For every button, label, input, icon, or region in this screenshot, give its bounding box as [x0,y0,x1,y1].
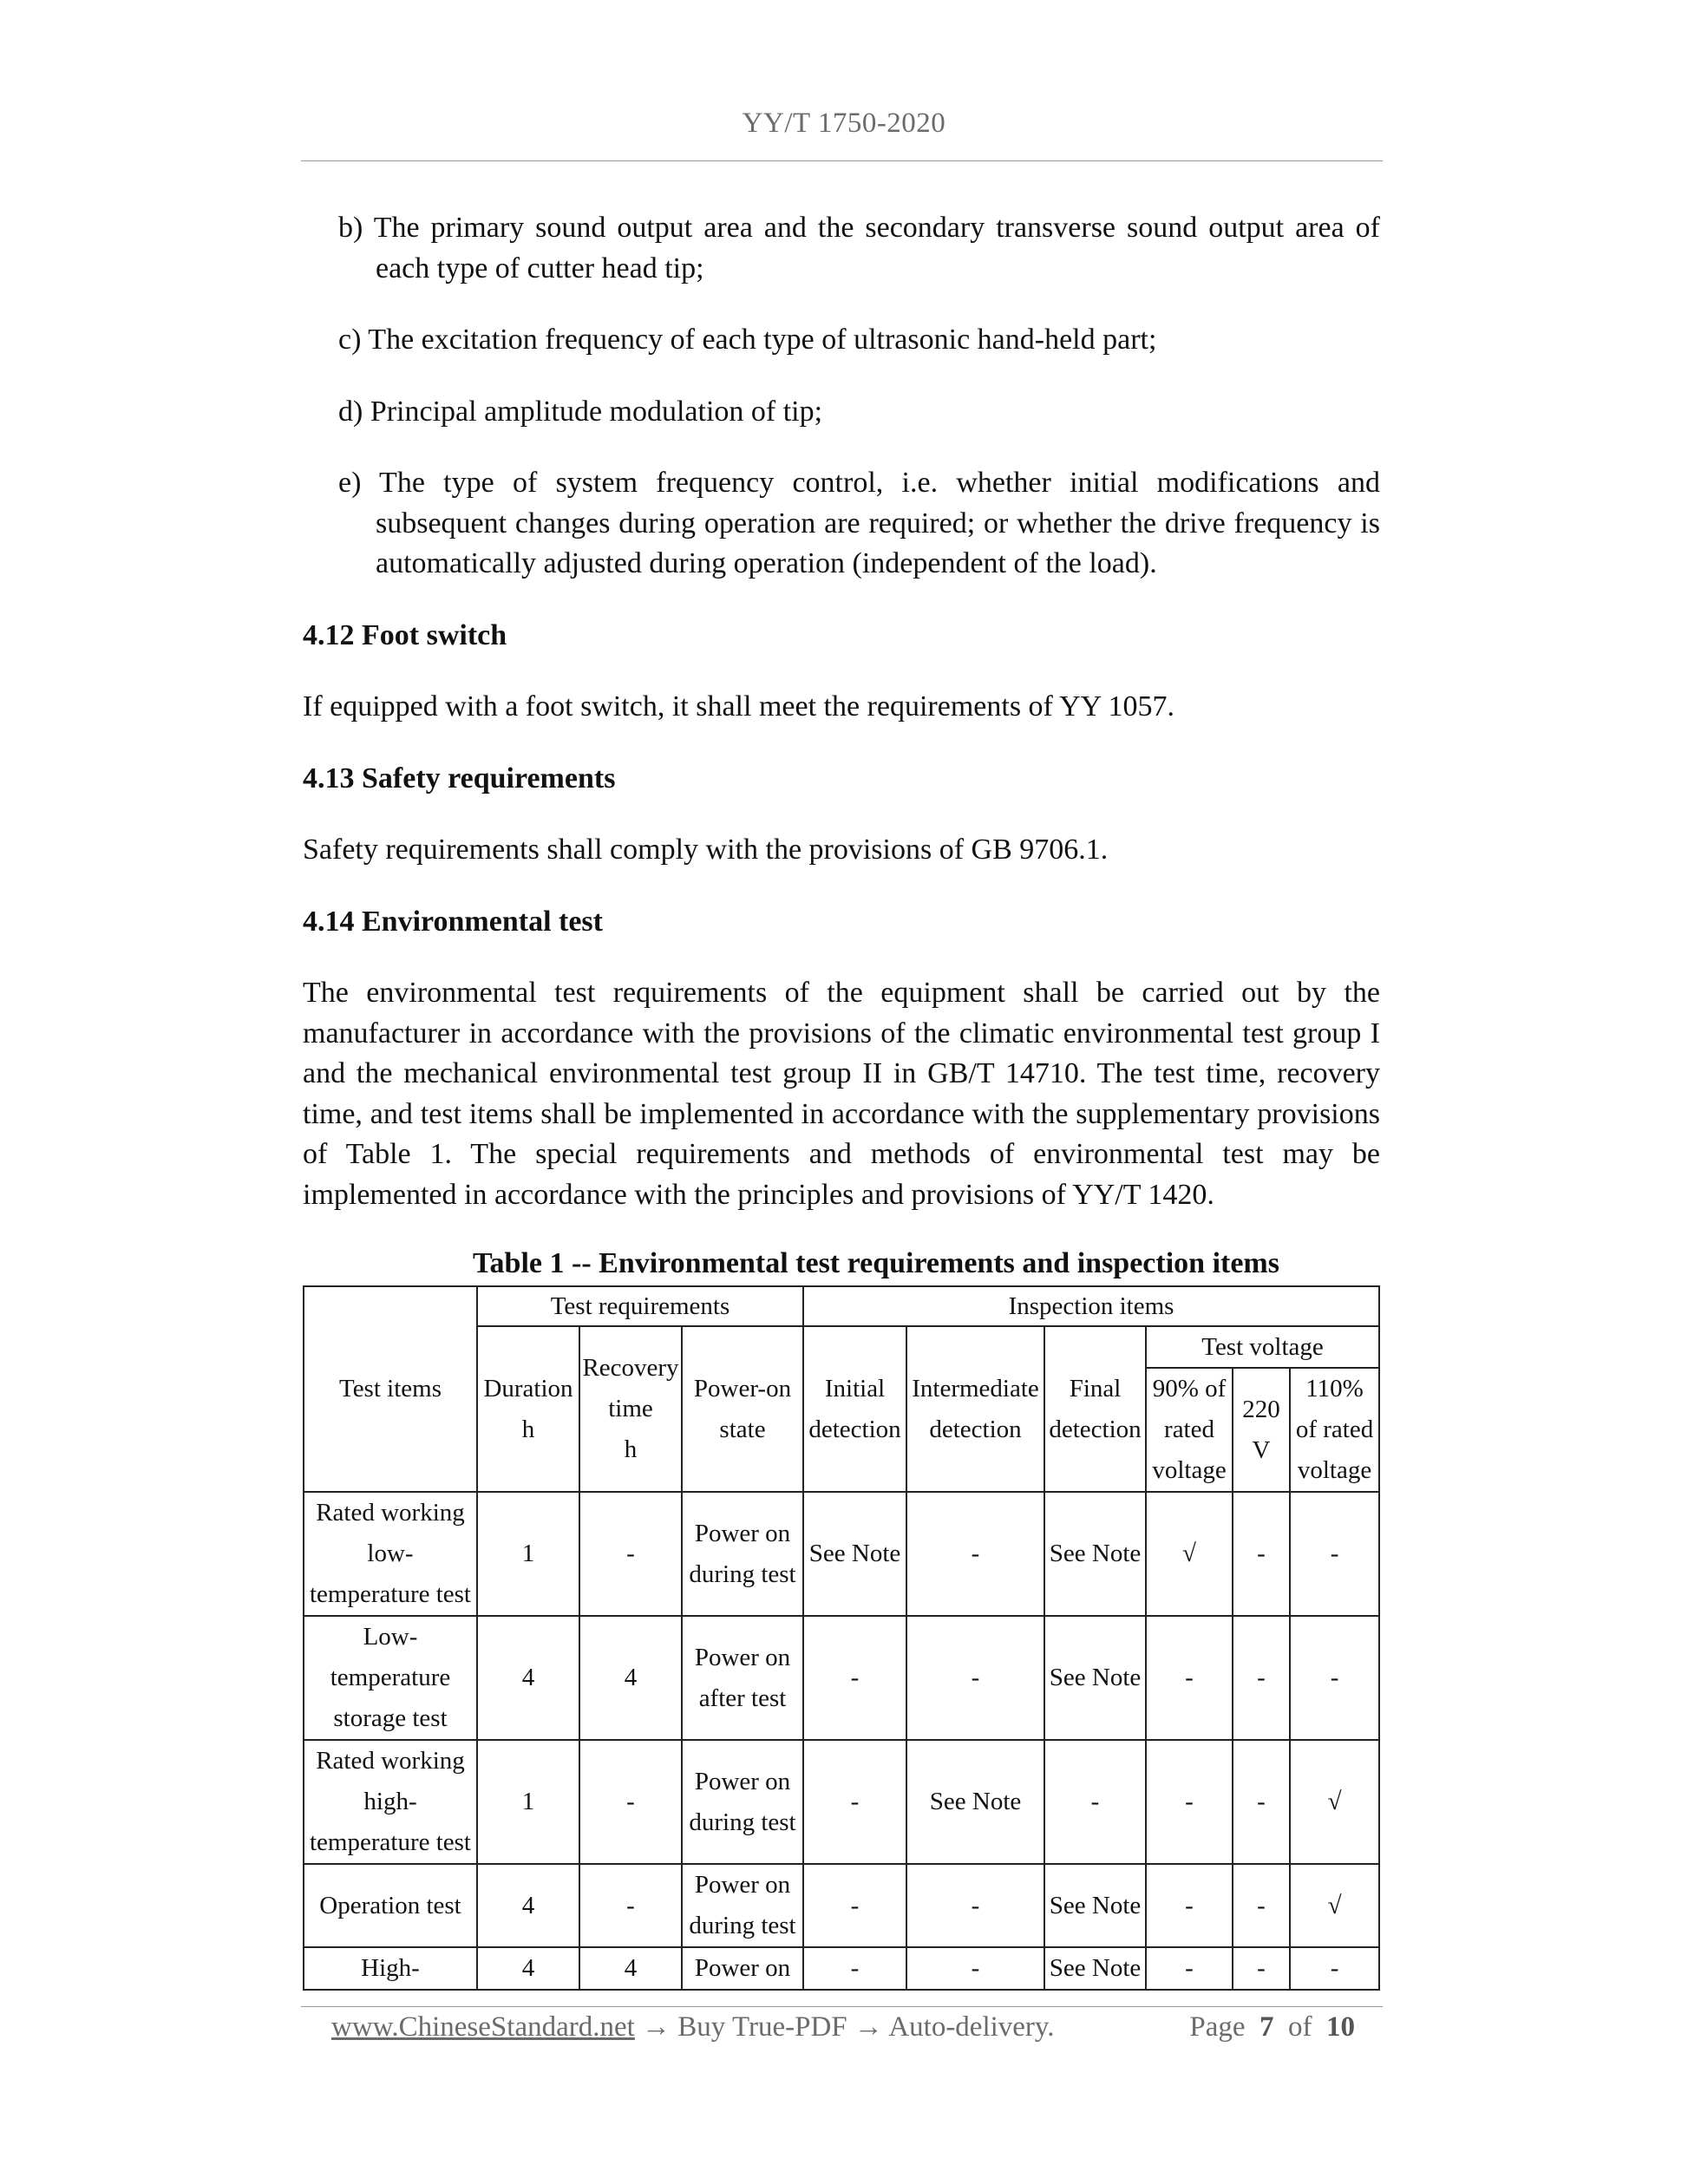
cell-recovery: 4 [579,1616,682,1740]
header-voltage-110: 110% of rated voltage [1290,1368,1379,1492]
site-link[interactable]: www.ChineseStandard.net [331,2011,635,2043]
header-divider [301,160,1383,161]
cell-v90: √ [1146,1492,1233,1616]
cell-recovery: - [579,1740,682,1864]
cell-duration: 4 [477,1616,579,1740]
cell-final: See Note [1044,1947,1146,1990]
cell-initial: - [803,1864,906,1947]
cell-intermediate: - [906,1492,1044,1616]
cell-recovery: 4 [579,1947,682,1990]
cell-power-on: Power on after test [682,1616,803,1740]
header-intermediate-detection: Intermediate detection [906,1326,1044,1492]
table-row [304,1740,1379,1864]
cell-v90: - [1146,1616,1233,1740]
table-row [304,1492,1379,1616]
footer-divider [301,2006,1383,2007]
cell-test-item: Rated working high- temperature test [304,1740,477,1864]
table-row [304,1864,1379,1947]
environmental-test-table [303,1285,1380,1991]
cell-v110: - [1290,1616,1379,1740]
cell-recovery: - [579,1864,682,1947]
header-voltage-220: 220 V [1233,1368,1290,1492]
header-test-requirements: Test requirements [477,1286,803,1326]
cell-intermediate: - [906,1864,1044,1947]
section-heading-environmental: 4.14 Environmental test [303,905,603,938]
cell-initial: - [803,1947,906,1990]
cell-initial: - [803,1616,906,1740]
cell-v220: - [1233,1947,1290,1990]
cell-v90: - [1146,1864,1233,1947]
cell-final: See Note [1044,1492,1146,1616]
cell-power-on: Power on during test [682,1864,803,1947]
cell-v110: - [1290,1492,1379,1616]
cell-recovery: - [579,1492,682,1616]
section-body-safety: Safety requirements shall comply with the provisions of GB 9706.1. [303,834,1109,866]
section-body-environmental: The environmental test requirements of the equipment shall be carried out by the manufacturer in accordance with the provisions of the climatic environmental test group I and the mechanical environmental test group II in GB/T 14710. The test time, recovery time, and test items shall be implemented in accordance with the supplementary provisions of Table 1. The special requirements and methods of environmental test may be implemented in accordance with the principles and provisions of YY/T 1420. [303,977,1380,1211]
header-power-on-state: Power-on state [682,1326,803,1492]
cell-v110: √ [1290,1740,1379,1864]
total-pages: 10 [1326,2011,1355,2043]
cell-v110: √ [1290,1864,1379,1947]
cell-final: See Note [1044,1864,1146,1947]
current-page: 7 [1259,2011,1274,2043]
table-header-row-1 [304,1286,1379,1326]
cell-test-item: Operation test [304,1864,477,1947]
section-heading-safety: 4.13 Safety requirements [303,762,616,794]
cell-test-item: Low- temperature storage test [304,1616,477,1740]
section-heading-foot-switch: 4.12 Foot switch [303,618,507,651]
list-item-c: c) The excitation frequency of each type of ultrasonic hand-held part; [338,324,1157,356]
page-number: Page 7 of 10 [1189,2011,1355,2043]
cell-power-on: Power on [682,1947,803,1990]
section-body-foot-switch: If equipped with a foot switch, it shall meet the requirements of YY 1057. [303,690,1174,723]
cell-test-item: Rated working low- temperature test [304,1492,477,1616]
table-row [304,1947,1379,1990]
document-code-header: YY/T 1750-2020 [742,108,946,139]
list-item-b: b) The primary sound output area and the secondary transverse sound output area of each type of cutter head tip; [338,212,1380,284]
header-duration: Duration h [477,1326,579,1492]
table-row [304,1616,1379,1740]
arrow-icon: → [854,2011,883,2043]
cell-initial: See Note [803,1492,906,1616]
cell-intermediate: See Note [906,1740,1044,1864]
cell-v90: - [1146,1740,1233,1864]
header-test-items: Test items [304,1286,477,1492]
cell-v220: - [1233,1616,1290,1740]
header-recovery-time: Recovery time h [579,1326,682,1492]
cell-v110: - [1290,1947,1379,1990]
cell-power-on: Power on during test [682,1740,803,1864]
cell-duration: 4 [477,1864,579,1947]
list-item-e: e) The type of system frequency control, i.e. whether initial modifications and subsequent changes during operation are required; or whether the drive frequency is automatically adjusted during operation (independent of the load). [338,467,1380,579]
header-test-voltage: Test voltage [1146,1326,1379,1368]
cell-v220: - [1233,1740,1290,1864]
cell-v90: - [1146,1947,1233,1990]
header-initial-detection: Initial detection [803,1326,906,1492]
header-voltage-90: 90% of rated voltage [1146,1368,1233,1492]
list-item-d: d) Principal amplitude modulation of tip; [338,395,823,428]
header-inspection-items: Inspection items [803,1286,1379,1326]
cell-v220: - [1233,1864,1290,1947]
buy-text: Buy True-PDF [677,2011,847,2043]
cell-duration: 1 [477,1740,579,1864]
header-final-detection: Final detection [1044,1326,1146,1492]
arrow-icon: → [642,2011,671,2043]
page-footer [331,2011,1355,2043]
cell-duration: 4 [477,1947,579,1990]
cell-intermediate: - [906,1616,1044,1740]
page-body [303,208,1380,1215]
cell-initial: - [803,1740,906,1864]
cell-v220: - [1233,1492,1290,1616]
cell-final: See Note [1044,1616,1146,1740]
cell-power-on: Power on during test [682,1492,803,1616]
cell-duration: 1 [477,1492,579,1616]
cell-final: - [1044,1740,1146,1864]
cell-intermediate: - [906,1947,1044,1990]
table-caption: Table 1 -- Environmental test requirements and inspection items [473,1247,1279,1279]
delivery-text: Auto-delivery. [888,2011,1055,2043]
cell-test-item: High- [304,1947,477,1990]
